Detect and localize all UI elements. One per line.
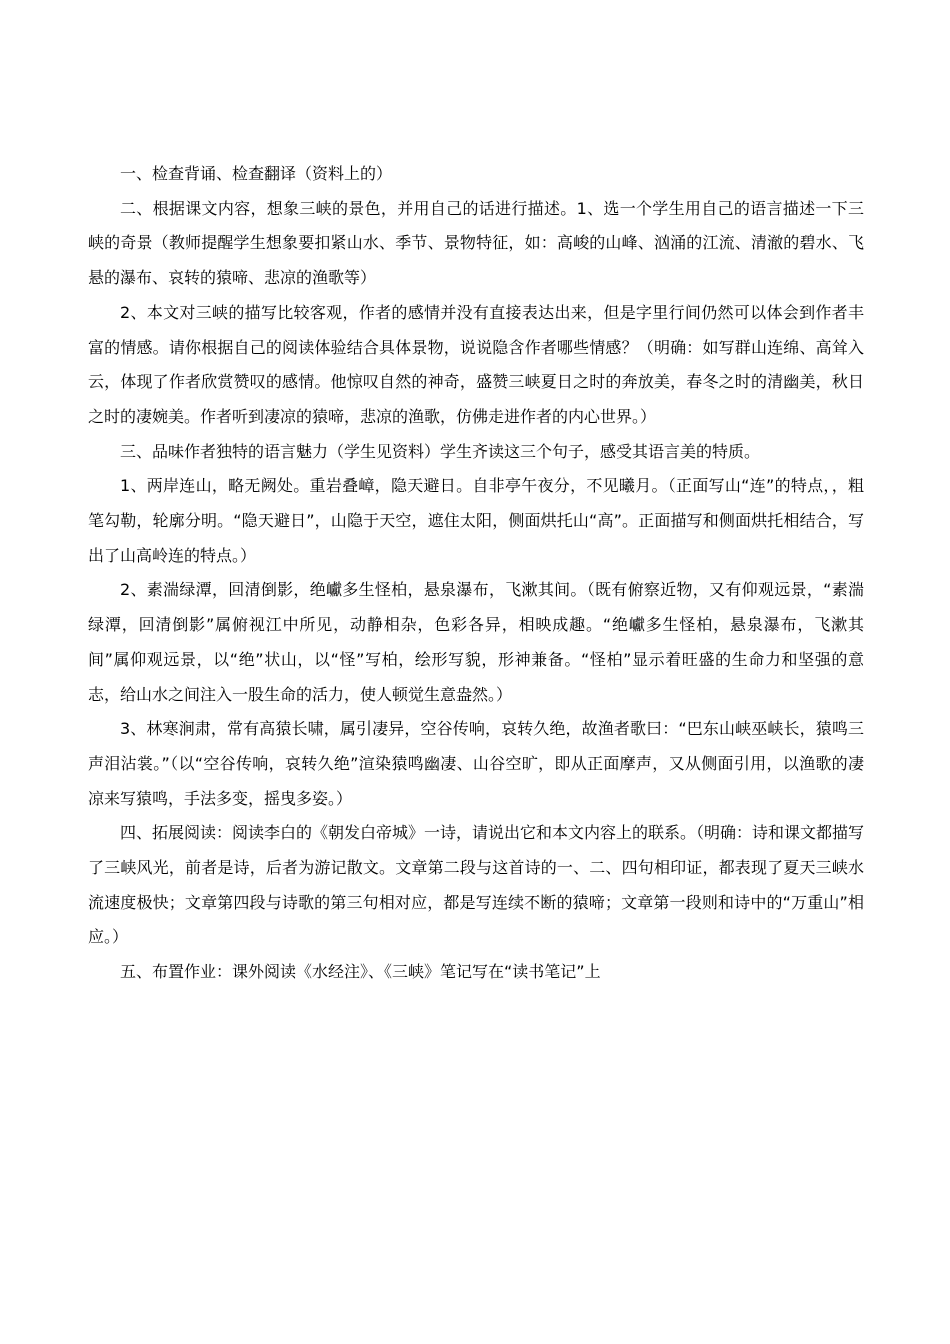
section-4-extended-reading: 四、拓展阅读：阅读李白的《朝发白帝城》一诗，请说出它和本文内容上的联系。（明确：诗和课文都描写了三峡风光，前者是诗，后者为游记散文。文章第二段与这首诗的一、二、四句相印证，都表现了夏天三峡水流速度极快；文章第四段与诗歌的第三句相对应，都是写连续不断的猿啼；文章第一段则和诗中的“万重山”相应。） [88,823,865,947]
section-2-emotion-question: 2、本文对三峡的描写比较客观，作者的感情并没有直接表达出来，但是字里行间仍然可以体会到作者丰富的情感。请你根据自己的阅读体验结合具体景物，说说隐含作者哪些情感？（明确：如写群山连绵、高耸入云，体现了作者欣赏赞叹的感情。他惊叹自然的神奇，盛赞三峡夏日之时的奔放美，春冬之时的清幽美，秋日之时的凄婉美。作者听到凄凉的猿啼，悲凉的渔歌，仿佛走进作者的内心世界。） [88,302,864,426]
section-5-homework: 五、布置作业：课外阅读《水经注》、《三峡》笔记写在“读书笔记”上 [120,962,601,982]
section-2-imagine-scenery: 二、根据课文内容，想象三峡的景色，并用自己的话进行描述。1、选一个学生用自己的语言描述一下三峡的奇景（教师提醒学生想象要扣紧山水、季节、景物特征，如：高峻的山峰、汹涌的江流、清澈的碧水、飞悬的瀑布、哀转的猿啼、悲凉的渔歌等） [88,198,864,288]
section-3-sentence-1: 1、两岸连山，略无阙处。重岩叠嶂，隐天避日。自非亭午夜分，不见曦月。（正面写山“连”的特点，，粗笔勾勒，轮廓分明。“隐天避日”，山隐于天空，遮住太阳，侧面烘托山“高”。正面描写和侧面烘托相结合，写出了山高岭连的特点。） [88,476,864,565]
section-3-language-charm: 三、品味作者独特的语言魅力（学生见资料）学生齐读这三个句子，感受其语言美的特质。 [120,441,761,461]
section-3-sentence-2: 2、素湍绿潭，回清倒影，绝巘多生怪柏，悬泉瀑布，飞漱其间。（既有俯察近物，又有仰观远景，“素湍绿潭，回清倒影”属俯视江中所见，动静相杂，色彩各异，相映成趣。“绝巘多生怪柏，悬泉瀑布，飞漱其间”属仰观远景，以“绝”状山，以“怪”写柏，绘形写貌，形神兼备。“怪柏”显示着旺盛的生命力和坚强的意志，给山水之间注入一股生命的活力，使人顿觉生意盎然。） [88,580,864,704]
document-body [88,157,864,990]
section-3-sentence-3: 3、林寒涧肃，常有高猿长啸，属引凄异，空谷传响，哀转久绝，故渔者歌曰：“巴东山峡巫峡长，猿鸣三声泪沾裳。”（以“空谷传响，哀转久绝”渲染猿鸣幽凄、山谷空旷，即从正面摩声，又从侧面引用，以渔歌的凄凉来写猿鸣，手法多变，摇曳多姿。） [88,719,864,808]
section-1-review: 一、检查背诵、检查翻译（资料上的） [120,164,393,183]
